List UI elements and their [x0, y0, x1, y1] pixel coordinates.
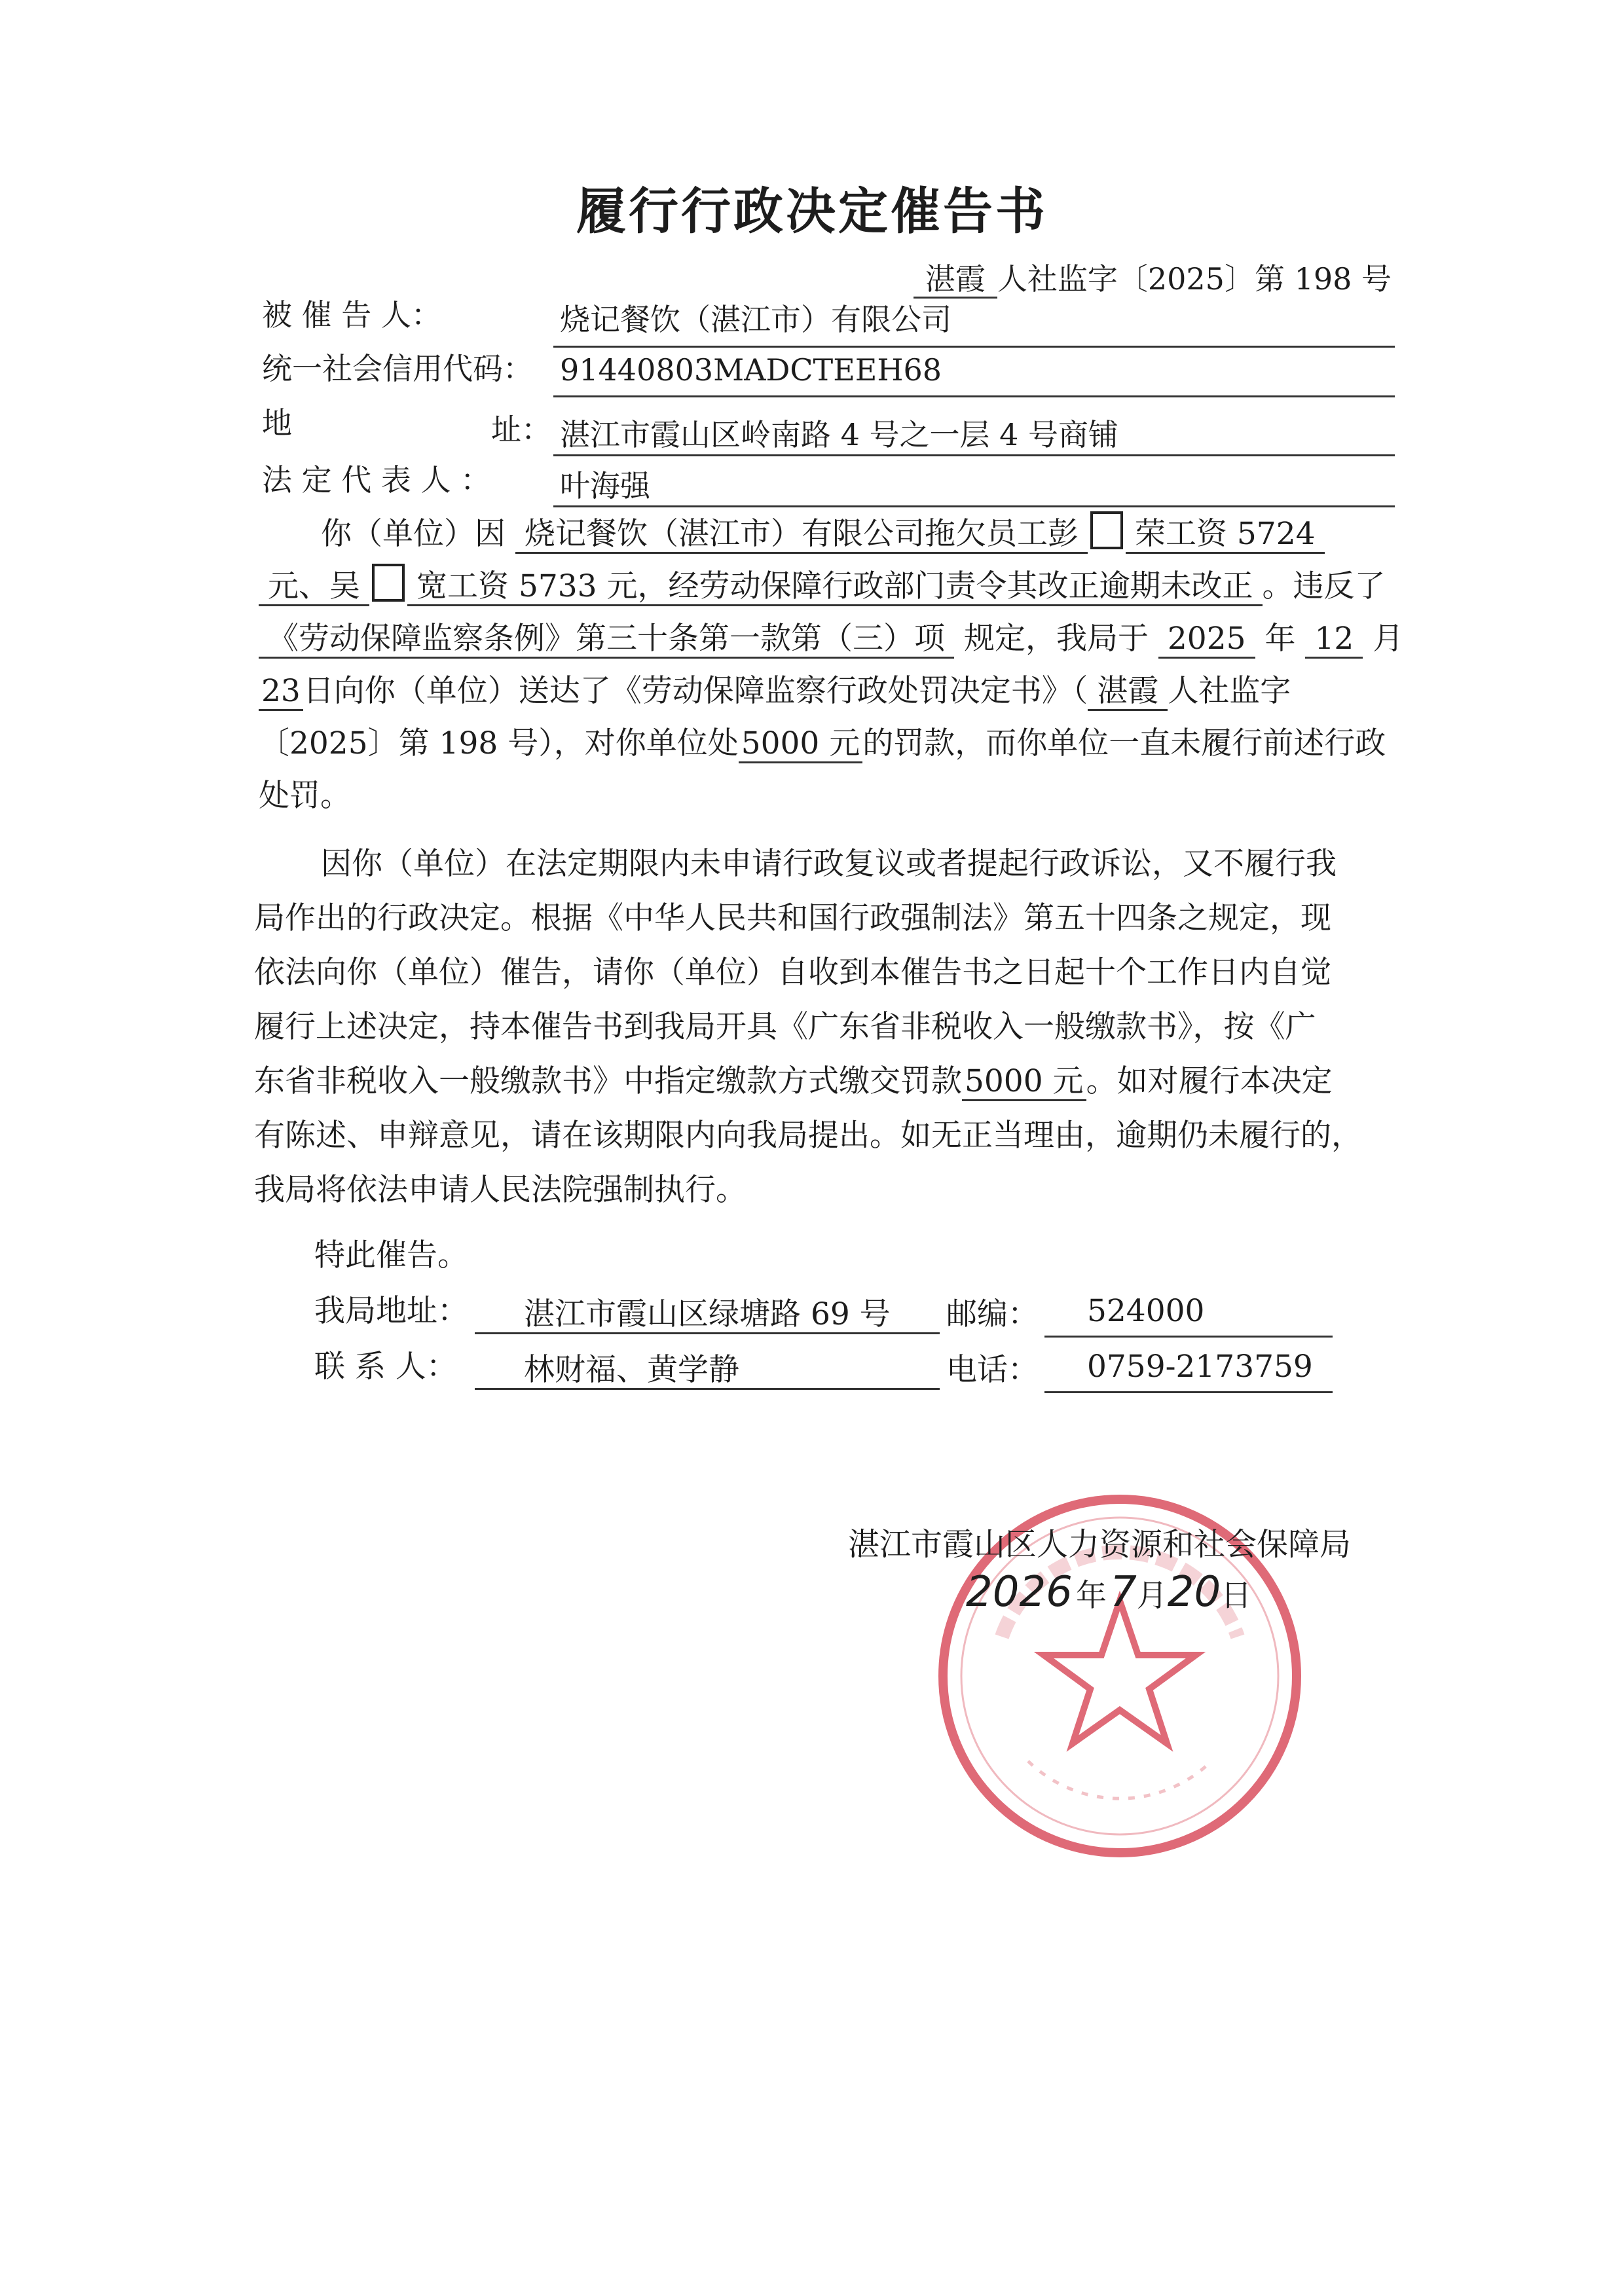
issue-date — [966, 1568, 1251, 1616]
contact-phone-value: 0759-2173759 — [1087, 1349, 1313, 1385]
para1-l5-pre: 〔2025〕第 198 号），对你单位处 — [259, 725, 739, 761]
para1-year: 2025 — [1158, 621, 1255, 659]
address-value: 湛江市霞山区岭南路 4 号之一层 4 号商铺 — [560, 417, 1119, 452]
contact-address-label: 我局地址： — [314, 1293, 468, 1329]
para1-line1 — [321, 509, 1325, 553]
para1-l1-underlined-2: 荣工资 5724 — [1126, 516, 1325, 554]
respondent-underline — [553, 346, 1395, 348]
para1-line2 — [259, 562, 1386, 606]
contact-postcode-underline — [1044, 1336, 1333, 1338]
contact-postcode-label: 邮编： — [946, 1296, 1039, 1332]
para1-l1-pre: 你（单位）因 — [321, 516, 506, 552]
para1-line4 — [259, 666, 1291, 710]
para1-l4-mid: 日向你（单位）送达了《劳动保障监察行政处罚决定书》（ — [303, 673, 1088, 709]
para2-l5-pre: 东省非税收入一般缴款书》中指定缴款方式缴交罚款 — [254, 1063, 962, 1099]
doc-number-prefix: 湛霞 — [913, 261, 997, 299]
issue-yue: 月 — [1136, 1578, 1168, 1614]
contact-phone-label: 电话： — [946, 1352, 1039, 1388]
para1-fine: 5000 元 — [739, 725, 863, 763]
para2-line6: 有陈述、申辩意见，请在该期限内向我局提出。如无正当理由，逾期仍未履行的， — [254, 1118, 1362, 1154]
address-label-a: 地 — [262, 405, 292, 441]
para1-l3-underlined: 《劳动保障监察条例》第三十条第一款第（三）项 — [259, 621, 954, 659]
contact-address-underline — [475, 1332, 940, 1334]
para2-line7: 我局将依法申请人民法院强制执行。 — [254, 1172, 747, 1208]
para2-l5-post: 。如对履行本决定 — [1086, 1063, 1333, 1099]
para1-day: 23 — [259, 673, 303, 711]
issue-ri: 日 — [1221, 1578, 1252, 1614]
contact-person-label: 联 系 人： — [314, 1349, 457, 1385]
para1-l2-underlined: 元、吴 — [259, 568, 369, 606]
para1-yue: 月 — [1373, 621, 1404, 657]
para1-l2-underlined-2: 宽工资 5733 元，经劳动保障行政部门责令其改正逾期未改正 — [407, 568, 1263, 606]
para1-nian: 年 — [1264, 621, 1296, 657]
para1-line3 — [259, 614, 1403, 658]
para2-line2: 局作出的行政决定。根据《中华人民共和国行政强制法》第五十四条之规定，现 — [254, 900, 1331, 936]
para1-l4-post: 人社监字 — [1168, 673, 1291, 709]
para1-l4-underlined: 湛霞 — [1088, 673, 1168, 711]
contact-person-value: 林财福、黄学静 — [524, 1352, 739, 1388]
para1-l1-underlined: 烧记餐饮（湛江市）有限公司拖欠员工彭 — [515, 516, 1088, 554]
issue-month: 7 — [1110, 1568, 1137, 1616]
closing-text: 特此催告。 — [314, 1237, 468, 1273]
contact-address-value: 湛江市霞山区绿塘路 69 号 — [524, 1296, 891, 1332]
legal-rep-label: 法 定 代 表 人 ： — [262, 462, 491, 498]
contact-phone-underline — [1044, 1391, 1333, 1393]
para2-line3: 依法向你（单位）催告，请你（单位）自收到本催告书之日起十个工作日内自觉 — [254, 955, 1331, 991]
redaction-box — [372, 564, 405, 602]
document-title: 履行行政决定催告书 — [576, 182, 1048, 240]
respondent-value: 烧记餐饮（湛江市）有限公司 — [560, 302, 951, 337]
contact-person-underline — [475, 1388, 940, 1390]
para2-line1: 因你（单位）在法定期限内未申请行政复议或者提起行政诉讼，又不履行我 — [321, 846, 1337, 882]
address-label-b: 址： — [491, 412, 551, 447]
credit-code-underline — [553, 395, 1395, 397]
para1-l5-post: 的罚款，而你单位一直未履行前述行政 — [862, 725, 1386, 761]
document-number — [913, 255, 1392, 299]
issue-year: 2026 — [966, 1568, 1073, 1616]
issue-day: 20 — [1167, 1568, 1221, 1616]
doc-number-rest: 人社监字〔2025〕第 198 号 — [997, 261, 1392, 297]
para2-fine: 5000 元 — [962, 1063, 1086, 1101]
para1-line5 — [259, 719, 1386, 763]
credit-code-value: 91440803MADCTEEH68 — [560, 352, 942, 388]
redaction-box — [1090, 511, 1123, 549]
issuing-agency: 湛江市霞山区人力资源和社会保障局 — [848, 1526, 1352, 1563]
para1-line6: 处罚。 — [259, 778, 351, 814]
para1-l2-post: 。违反了 — [1262, 568, 1386, 604]
para2-line4: 履行上述决定，持本催告书到我局开具《广东省非税收入一般缴款书》，按《广 — [254, 1009, 1316, 1045]
credit-code-label: 统一社会信用代码： — [262, 351, 533, 386]
contact-postcode-value: 524000 — [1087, 1293, 1205, 1329]
legal-rep-value: 叶海强 — [560, 468, 650, 503]
para2-line5 — [254, 1057, 1333, 1101]
legal-rep-underline — [553, 505, 1395, 507]
para1-l3-mid: 规定，我局于 — [963, 621, 1149, 657]
respondent-label: 被 催 告 人： — [262, 297, 441, 333]
address-underline — [553, 454, 1395, 456]
issue-nian: 年 — [1075, 1578, 1107, 1614]
para1-month: 12 — [1305, 621, 1363, 659]
